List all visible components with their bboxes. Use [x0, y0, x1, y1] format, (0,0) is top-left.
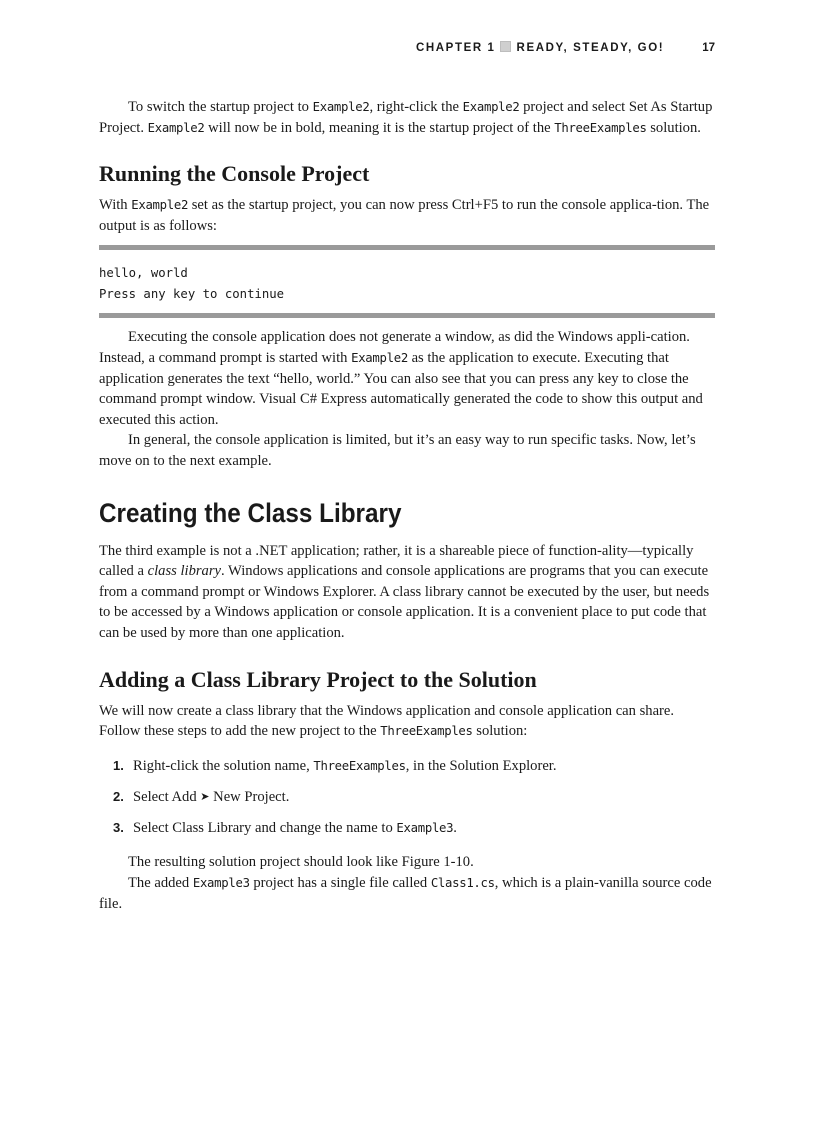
- code-output-block: [99, 245, 715, 318]
- body-text: [99, 97, 715, 914]
- step-item: 1. Right-click the solution name, ThreeExamples, in the Solution Explorer.: [113, 756, 715, 777]
- chapter-title: READY, STEADY, GO!: [516, 42, 665, 54]
- steps-list: [99, 756, 715, 839]
- emphasis-term: class library: [147, 563, 221, 580]
- step-number: 1.: [113, 757, 124, 773]
- inline-code: Example2: [312, 100, 370, 114]
- step-number: 3.: [113, 819, 124, 835]
- chapter-label: CHAPTER 1: [415, 42, 496, 54]
- inline-code: Example2: [462, 100, 520, 114]
- paragraph-run-console: With Example2 set as the startup project, you can now press Ctrl+F5 to run the console applica-tion. The output is as follows:: [99, 197, 710, 234]
- inline-code: Example2: [147, 120, 205, 135]
- paragraph-class-library-intro: The third example is not a .NET application; rather, it is a shareable piece of function-ality—typically called a class library. Windows applications and console applications are programs that you can execute from a command prompt or Windows Explorer. A class library cannot be executed by the user, but needs to be accessed by a Windows application or console application. It is a convenient place to put code that can be used by more than one application.: [99, 542, 710, 641]
- paragraph-startup-project: To switch the startup project to Example2, right-click the Example2 project and select Set As Startup Project. Example2 will now be in bold, meaning it is the startup project of the ThreeExamples solution.: [99, 99, 713, 136]
- paragraph-create-class-library: We will now create a class library that the Windows application and console application can share. Follow these steps to add the new project to the ThreeExamples solution:: [99, 702, 675, 740]
- inline-code: ThreeExamples: [313, 758, 406, 773]
- inline-code: Example2: [351, 350, 408, 365]
- code-line: Press any key to continue: [99, 286, 285, 301]
- paragraph-figure-reference: The resulting solution project should look like Figure 1-10.: [128, 854, 474, 871]
- inline-code: ThreeExamples: [380, 724, 473, 739]
- inline-code: Example2: [131, 198, 189, 213]
- step-item: 3. Select Class Library and change the name to Example3.: [113, 818, 715, 839]
- step-number: 2.: [113, 788, 124, 804]
- paragraph-executing-console: Executing the console application does not generate a window, as did the Windows appli-cation. Instead, a command prompt is started with Example2 as the application to execute. Executing that application generates the text “hello, world.” You can also see that you can press any key to close the command prompt window. Visual C# Express automatically generated the code to show this output and executed this action.: [99, 329, 703, 428]
- inline-code: Class1.cs: [430, 876, 495, 891]
- running-header: [99, 41, 715, 54]
- code-line: hello, world: [99, 266, 188, 281]
- inline-code: Example3: [192, 876, 250, 891]
- heading-adding-class-library: Adding a Class Library Project to the Solution: [99, 666, 537, 692]
- inline-code: Example3: [396, 820, 454, 835]
- heading-running-console-project: Running the Console Project: [99, 161, 370, 187]
- step-item: 2. Select Add ➤ New Project.: [113, 787, 715, 808]
- menu-arrow-icon: ➤: [200, 790, 210, 803]
- page-number: 17: [702, 42, 715, 54]
- paragraph-class1-file: The added Example3 project has a single file called Class1.cs, which is a plain-vanilla source code file.: [99, 875, 712, 912]
- heading-creating-class-library: Creating the Class Library: [99, 497, 402, 528]
- separator-square-icon: [500, 41, 511, 52]
- inline-code: ThreeExamples: [554, 120, 647, 135]
- paragraph-console-limited: In general, the console application is limited, but it’s an easy way to run specific tasks. Now, let’s move on to the next example.: [99, 432, 696, 469]
